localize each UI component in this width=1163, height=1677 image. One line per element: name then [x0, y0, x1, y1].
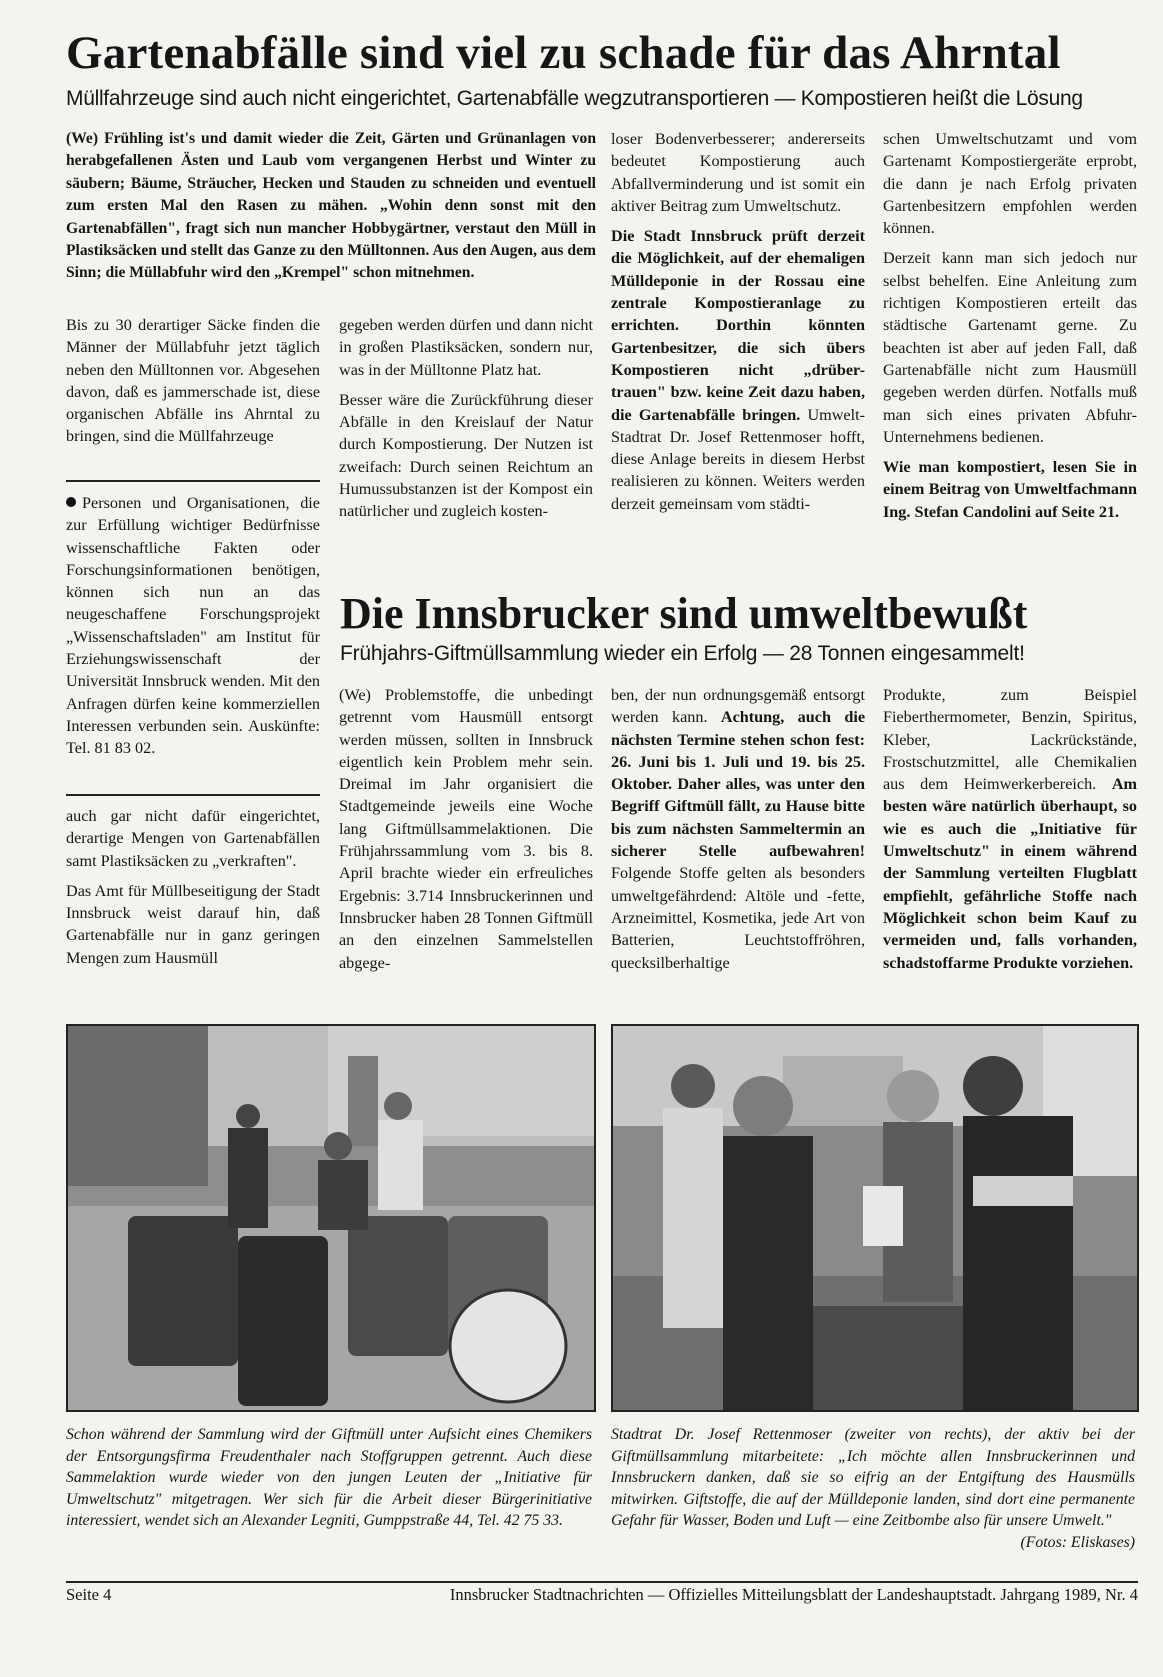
text: Umwelt-Stadtrat Dr. Josef Rettenmoser hofft, diese Anlage bereits in diesem Herbst realisieren zu können. Weiters werden derzeit gemeinsam vom städti- [611, 405, 865, 513]
paragraph: schen Umweltschutzamt und vom Gartenamt Kompostiergeräte erprobt, die dann je nach Erfolg privaten Gartenbesitzern empfohlen werden können. [883, 130, 1137, 238]
article2-col3-text [883, 684, 1137, 974]
bullet-icon [66, 497, 76, 507]
paragraph: gegeben werden dürfen und dann nicht in großen Plastiksäcken, sondern nur, was in der Mülltonne Platz hat. [339, 316, 593, 379]
paragraph: Wie man kompostiert, lesen Sie in einem Beitrag von Umweltfachmann Ing. Stefan Candolini auf Seite 21. [883, 458, 1137, 521]
photo-caption-left: Schon während der Sammlung wird der Giftmüll unter Aufsicht eines Chemikers der Entsorgungsfirma Freudenthaler nach Stoffgruppen getrennt. Auch diese Sammelaktion wurde wieder von den jungen Leuten der „Initiative für Umweltschutz" mitgetragen. Wer sich für die Arbeit dieser Bürgerinitiative interessiert, wendet sich an Alexander Legniti, Gumppstraße 44, Tel. 42 75 33. [66, 1426, 592, 1530]
bold-text: Am besten wäre natürlich überhaupt, so wie es auch die „Initiative für Umweltschutz" in einem während der Sammlung verteilten Flugblatt empfiehlt, gefährliche Stoffe nach Möglichkeit schon beim Kauf zu vermeiden und, falls vorhanden, schadstoffarme Produkte vorziehen. [883, 775, 1137, 972]
text: ben, der nun ordnungsgemäß entsorgt werden kann. [611, 686, 865, 727]
article-col1-text: Bis zu 30 derartiger Säcke finden die Männer der Müllabfuhr jetzt täglich neben den Mülltonnen vor. Abgesehen davon, daß es jammerschade ist, diese organischen Abfälle ins Ahrntal zu bringen, sind die Müllfahrzeuge [66, 316, 320, 446]
paragraph [611, 225, 865, 515]
bold-text: Achtung, auch die nächsten Termine stehen schon fest: 26. Juni bis 1. Juli und 19. bis 25. Oktober. Daher alles, was unter den Begriff Giftmüll fällt, zu Hause bitte bis zum nächsten Sammeltermin an sicherer Stelle aufbewahren! [611, 708, 866, 861]
text: Produkte, zum Beispiel Fieberthermometer, Benzin, Spiritus, Kleber, Lackrückstände, Frostschutzmittel, alle Chemikalien aus dem Heimwerkerbereich. [883, 686, 1137, 794]
article-col1-continued [66, 805, 320, 977]
paragraph: Besser wäre die Zurückführung dieser Abfälle in den Kreislauf der Natur durch Kompostierung. Der Nutzen ist zweifach: Durch seinen Reichtum an Humussubstanzen ist der Kompost ein natürlicher und zugleich kosten- [339, 390, 593, 521]
page-number: Seite 4 [66, 1585, 112, 1604]
photo-credit: (Fotos: Eliskases) [1020, 1533, 1135, 1551]
article2-subheadline: Frühjahrs-Giftmüllsammlung wieder ein Erfolg — 28 Tonnen eingesammelt! [340, 642, 1025, 665]
photo-image [613, 1026, 1137, 1410]
bold-text: Die Stadt Innsbruck prüft derzeit die Möglichkeit, auf der ehemaligen Mülldeponie in der Rossau eine zentrale Kompostieranlage zu errichten. Dorthin könnten Gartenbesitzer, die sich übers Kompostieren nicht „drüber-trauen" bzw. keine Zeit dazu haben, die Gartenabfälle bringen. [611, 227, 865, 424]
paragraph: Derzeit kann man sich jedoch nur selbst behelfen. Eine Anleitung zum richtigen Kompostieren erteilt das städtische Gartenamt gerne. Zu beachten ist aber auf jeden Fall, daß Gartenabfälle nicht zum Hausmüll gegeben werden dürfen. Notfalls muß man sich eines privaten Abfuhr-Unternehmens bedienen. [883, 249, 1137, 446]
notice-text: Personen und Organisationen, die zur Erfüllung wichtiger Bedürfnisse wissenschaftliche Fakten oder Forschungsinformationen benötigen, können sich nun an das neugeschaffene Forschungsprojekt „Wissenschaftsladen" am Institut für Erziehungswissenschaft der Universität Innsbruck wenden. Mit den Anfragen dürfen keine kommerziellen Interessen verbunden sein. Auskünfte: Tel. 81 83 02. [66, 494, 320, 758]
article-col2-text [339, 314, 593, 531]
photo-image [68, 1026, 594, 1410]
article-lead: (We) Frühling ist's und damit wieder die Zeit, Gärten und Grünanlagen von herabgefallenen Ästen und Laub vom vergangenen Herbst und Winter zu säubern; Bäume, Sträucher, Hecken und Stauden zu schneiden und eventuell zum ersten Mal den Rasen zu mähen. „Wohin denn sonst mit den Gartenabfällen", fragt sich nun mancher Hobbygärtner, verstaut den Müll in Plastiksäcken und stellt das Ganze zu den Mülltonnen. Aus den Augen, aus dem Sinn; die Müllabfuhr wird den „Krempel" schon mitnehmen. [66, 130, 596, 282]
photo-city-councillor [611, 1024, 1139, 1412]
paragraph: Das Amt für Müllbeseitigung der Stadt Innsbruck weist darauf hin, daß Gartenabfälle nur in ganz geringen Mengen zum Hausmüll [66, 881, 320, 967]
article2-col2-text [611, 684, 865, 974]
divider [66, 480, 320, 482]
publication-info: Innsbrucker Stadtnachrichten — Offizielles Mitteilungsblatt der Landeshauptstadt. Jahrgang 1989, Nr. 4 [449, 1585, 1138, 1604]
article2-headline: Die Innsbrucker sind umweltbewußt [340, 589, 1028, 638]
text: Folgende Stoffe gelten als besonders umweltgefährdend: Altöle und -fette, Arzneimittel, Kosmetika, jede Art von Batterien, Leuchtstoffröhren, quecksilberhaltige [611, 864, 865, 972]
photo-caption-right [611, 1424, 1135, 1554]
paragraph: loser Bodenverbesserer; andererseits bedeutet Kompostierung auch Abfallverminderung und ist somit ein aktiver Beitrag zum Umweltschutz. [611, 130, 865, 215]
article-col4-text [883, 128, 1137, 531]
article2-col1-text: (We) Problemstoffe, die unbedingt getrennt vom Hausmüll entsorgt werden müssen, sollten in Innsbruck eigentlich kein Problem mehr sein. Dreimal im Jahr organisiert die Stadtgemeinde jeweils eine Woche lang Giftmüllsammelaktionen. Die Frühjahrssammlung vom 3. bis 8. April brachte wieder ein erfreuliches Ergebnis: 3.714 Innsbruckerinnen und Innsbrucker haben 28 Tonnen Giftmüll an den einzelnen Sammelstellen abgege- [339, 686, 593, 972]
paragraph: auch gar nicht dafür eingerichtet, derartige Mengen von Gartenabfällen samt Plastiksäcken zu „verkraften". [66, 807, 320, 870]
notice-box [66, 492, 320, 760]
page-footer [66, 1581, 1138, 1607]
article-subheadline: Müllfahrzeuge sind auch nicht eingerichtet, Gartenabfälle wegzutransportieren — Kompostieren heißt die Lösung [66, 87, 1083, 110]
article-headline: Gartenabfälle sind viel zu schade für das Ahrntal [66, 27, 1061, 79]
divider [66, 794, 320, 796]
photo-collection-site [66, 1024, 596, 1412]
article-col3-text [611, 128, 865, 523]
caption-text: Stadtrat Dr. Josef Rettenmoser (zweiter von rechts), der aktiv bei der Giftmüllsammlung mitarbeitete: „Ich möchte allen Innsbruckerinnen und Innsbruckern danken, daß sie so eifrig an der Entgiftung des Hausmülls mitwirken. Giftstoffe, die auf der Mülldeponie landen, sind dort eine permanente Gefahr für Wasser, Boden und Luft — eine Zeitbombe also für unsere Umwelt." [611, 1426, 1135, 1530]
